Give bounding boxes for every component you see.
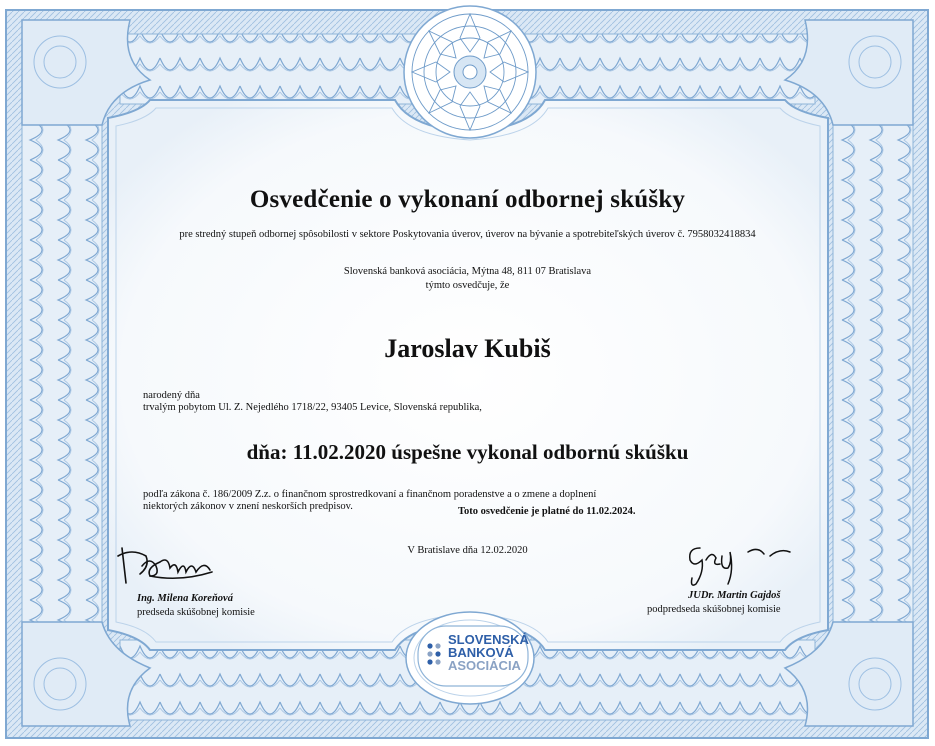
exam-statement: dňa: 11.02.2020 úspešne vykonal odbornú skúšku <box>246 440 689 464</box>
certify-text: týmto osvedčuje, že <box>425 280 510 291</box>
law-reference-line2: niektorých zákonov v znení neskorších predpisov. <box>143 501 353 512</box>
certificate-subtitle: pre stredný stupeň odbornej spôsobilosti v sektore Poskytovania úverov, úverov na bývanie a spotrebiteľských úverov č. 7958032418834 <box>179 229 756 240</box>
logo-line-3: ASOCIÁCIA <box>448 658 521 673</box>
law-reference-line1: podľa zákona č. 186/2009 Z.z. o finančnom sprostredkovaní a finančnom poradenstve a o zmene a doplnení <box>143 489 597 500</box>
right-signatory-role: podpredseda skúšobnej komisie <box>647 604 781 615</box>
logo-line-2: BANKOVÁ <box>448 645 514 660</box>
holder-name: Jaroslav Kubiš <box>384 334 551 363</box>
validity-statement: Toto osvedčenie je platné do 11.02.2024. <box>458 506 636 517</box>
residence-address: trvalým pobytom Ul. Z. Nejedlého 1718/22, 93405 Levice, Slovenská republika, <box>143 402 482 413</box>
place-and-date: V Bratislave dňa 12.02.2020 <box>407 545 528 556</box>
sba-logo <box>418 626 528 686</box>
left-signatory-name: Ing. Milena Koreňová <box>137 593 233 604</box>
logo-line-1: SLOVENSKÁ <box>448 632 529 647</box>
certificate-title: Osvedčenie o vykonaní odbornej skúšky <box>249 186 686 213</box>
issuer-address: Slovenská banková asociácia, Mýtna 48, 811 07 Bratislava <box>343 266 592 277</box>
logo-dots-icon <box>426 642 444 668</box>
birth-date-label: narodený dňa <box>143 390 200 401</box>
top-rosette <box>404 6 536 138</box>
left-signatory-role: predseda skúšobnej komisie <box>137 607 255 618</box>
right-signatory-name: JUDr. Martin Gajdoš <box>688 590 781 601</box>
